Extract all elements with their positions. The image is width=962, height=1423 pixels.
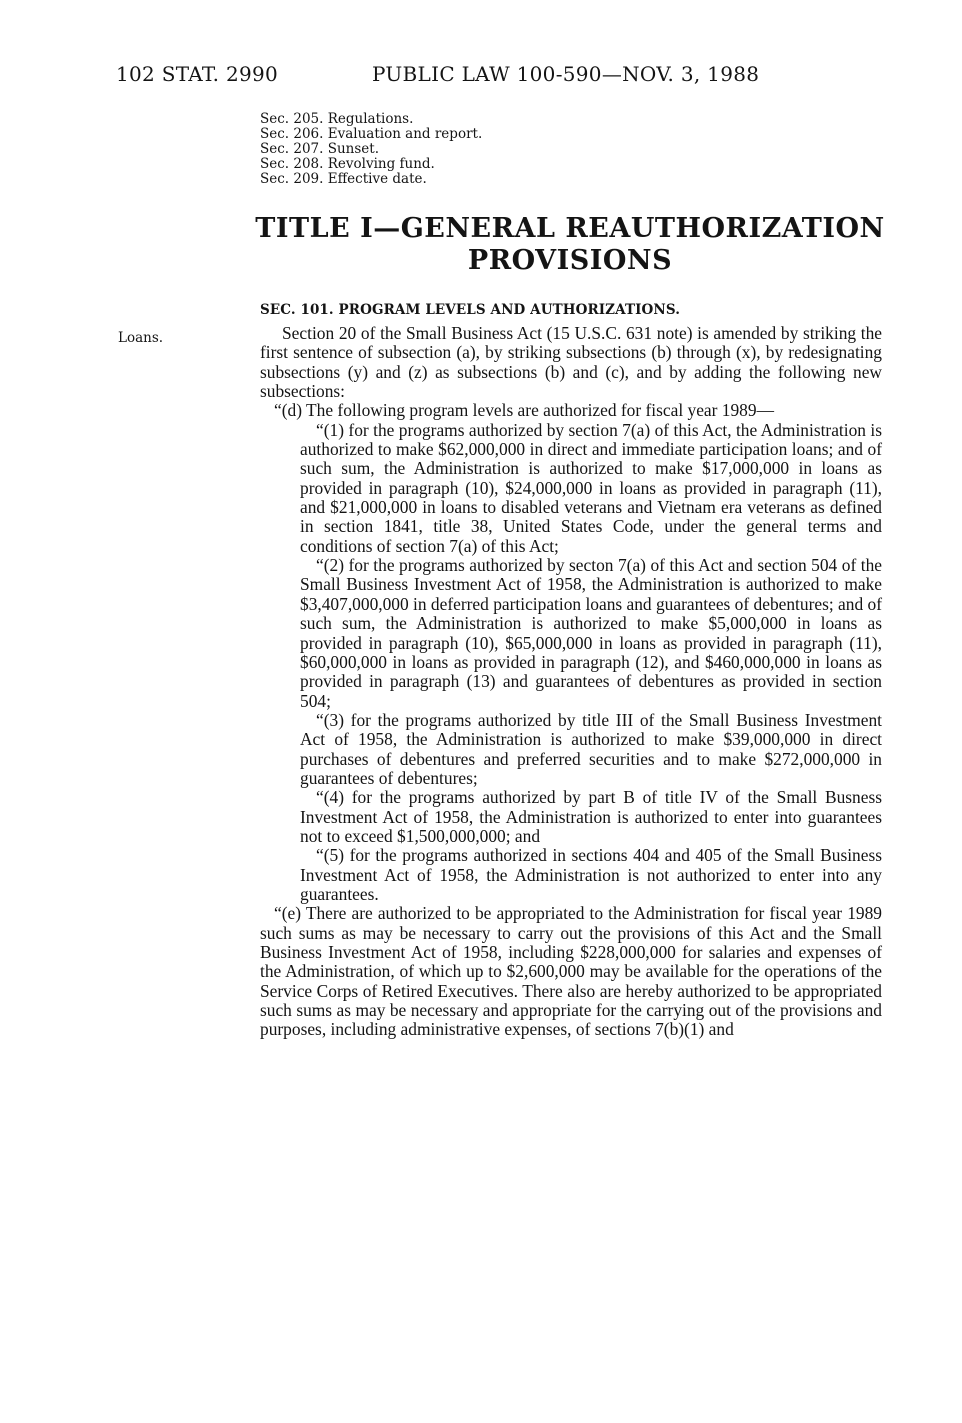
statute-page-number: 102 STAT. 2990 [116,62,279,86]
public-law-citation: PUBLIC LAW 100-590—NOV. 3, 1988 [372,62,760,86]
subsection-d-intro: “(d) The following program levels are authorized for fiscal year 1989— [274,400,774,421]
title-heading [220,213,920,277]
paragraph-item: “(3) for the programs authorized by title III of the Small Business Investment Act of 1958, the Administration is authorized to make $39,000,000 in direct purchases of debentures and preferred securities and to make $272,000,000 in guarantees of debentures; [300,709,882,788]
toc-entry: Sec. 208. Revolving fund. [260,156,435,172]
margin-note: Loans. [118,330,164,346]
table-of-contents [260,112,482,187]
toc-entry: Sec. 209. Effective date. [260,171,427,187]
page-header [116,62,876,92]
paragraph-item: “(5) for the programs authorized in sections 404 and 405 of the Small Business Investment Act of 1958, the Administration is not authorized to enter into any guarantees. [300,845,882,904]
toc-entry: Sec. 205. Regulations. [260,111,414,127]
section-heading: SEC. 101. PROGRAM LEVELS AND AUTHORIZATIONS. [260,302,680,318]
section-body [260,324,882,1040]
paragraph-item: “(4) for the programs authorized by part B of title IV of the Small Busness Investment Act of 1958, the Administration is authorized to enter into guarantees not to exceed $1,500,000,000; and [300,787,882,846]
toc-entry: Sec. 206. Evaluation and report. [260,126,483,142]
toc-entry: Sec. 207. Sunset. [260,141,380,157]
section-intro-paragraph: Section 20 of the Small Business Act (15 U.S.C. 631 note) is amended by striking the first sentence of subsection (a), by striking subsections (b) through (x), by redesignating subsections (y) and (z) as subsections (b) and (c), and by adding the following new subsections: [260,323,882,402]
title-line-2: PROVISIONS [467,245,673,276]
subsection-e-paragraph: “(e) There are authorized to be appropriated to the Administration for fiscal year 1989 such sums as may be necessary to carry out the provisions of this Act and the Small Business Investment Act of 1958, including $228,000,000 for salaries and expenses of the Administration, of which up to $2,600,000 may be available for the operations of the Service Corps of Retired Executives. There also are hereby authorized to be appropriated such sums as may be necessary and appropriate for the carrying out of the provisions and purposes, including administrative expenses, of sections 7(b)(1) and [260,903,882,1040]
paragraph-list [260,421,882,905]
paragraph-item: “(2) for the programs authorized by secton 7(a) of this Act and section 504 of the Small Business Investment Act of 1958, the Administration is authorized to make $3,407,000,000 in deferred participation loans and guarantees of debentures; and of such sum, the Administration is authorized to make $5,000,000 in loans as provided in paragraph (10), $65,000,000 in loans as provided in paragraph (11), $60,000,000 in loans as provided in paragraph (12), and $460,000,000 in loans as provided in paragraph (13) and guarantees of debentures as provided in section 504; [300,555,882,711]
paragraph-item: “(1) for the programs authorized by section 7(a) of this Act, the Administration is authorized to make $62,000,000 in direct and immediate participation loans; and of such sum, the Administration is authorized to make $17,000,000 in loans as provided in paragraph (10), $24,000,000 in loans as provided in paragraph (11), and $21,000,000 in loans to disabled veterans and Vietnam era veterans as defined in section 1841, title 38, United States Code, under the general terms and conditions of section 7(a) of this Act; [300,419,882,556]
title-line-1: TITLE I—GENERAL REAUTHORIZATION [255,213,885,244]
